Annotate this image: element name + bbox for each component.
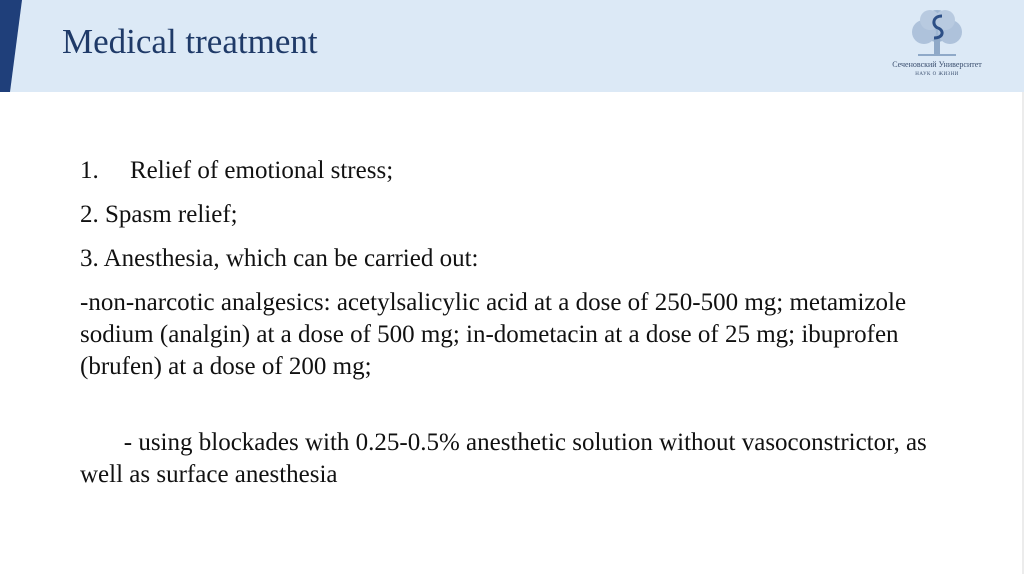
slide-content (80, 155, 960, 535)
list-item-text: - using blockades with 0.25-0.5% anesthetic solution without vasoconstrictor, as well as surface anesthesia (80, 429, 934, 488)
list-item-text: Relief of emotional stress; (130, 157, 394, 184)
list-item (80, 287, 960, 383)
list-item (80, 395, 960, 523)
list-item (80, 155, 960, 187)
accent-stripe (0, 0, 22, 92)
list-item (80, 243, 960, 275)
list-item (80, 199, 960, 231)
university-logo (872, 6, 1002, 86)
list-item-text: -non-narcotic analgesics: acetylsalicylic acid at a dose of 250-500 mg; metamizole sodium (analgin) at a dose of 500 mg; in-dometacin at a dose of 25 mg; ibuprofen (brufen) at a dose of 200 mg; (80, 289, 907, 380)
logo-motto: НАУК О ЖИЗНИ (915, 72, 959, 77)
list-item-number: 1. (80, 157, 99, 184)
tree-with-serpent-logo-icon (904, 6, 970, 60)
list-item-text: 3. Anesthesia, which can be carried out: (80, 245, 479, 272)
logo-university-name: Сеченовский Университет (892, 60, 982, 69)
list-item-text: 2. Spasm relief; (80, 201, 238, 228)
slide-title: Medical treatment (62, 22, 318, 61)
